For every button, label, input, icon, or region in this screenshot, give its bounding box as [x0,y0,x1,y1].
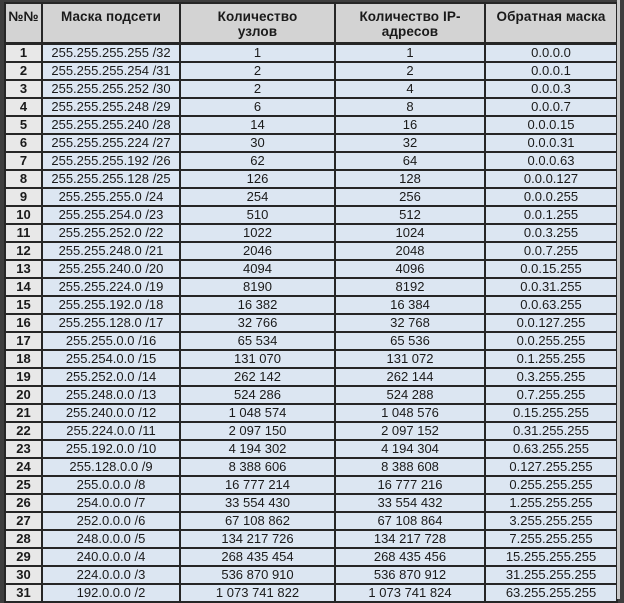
host-count-cell: 1 048 574 [180,404,335,422]
host-count-cell: 14 [180,116,335,134]
wildcard-mask-cell: 0.0.0.15 [485,116,617,134]
subnet-table-body [5,44,617,603]
host-count-cell: 126 [180,170,335,188]
row-number-cell: 11 [5,224,42,242]
wildcard-mask-cell: 31.255.255.255 [485,566,617,584]
host-count-cell: 268 435 454 [180,548,335,566]
wildcard-mask-cell: 0.0.127.255 [485,314,617,332]
table-row [5,566,617,584]
table-row [5,116,617,134]
row-number-cell: 12 [5,242,42,260]
wildcard-mask-cell: 0.0.0.127 [485,170,617,188]
row-number-cell: 2 [5,62,42,80]
table-row [5,44,617,63]
table-row [5,404,617,422]
ip-count-cell: 268 435 456 [335,548,485,566]
wildcard-mask-cell: 0.0.0.255 [485,188,617,206]
subnet-mask-cell: 255.255.255.224 /27 [42,134,180,152]
host-count-cell: 6 [180,98,335,116]
ip-count-cell: 256 [335,188,485,206]
table-row [5,332,617,350]
wildcard-mask-cell: 0.0.0.63 [485,152,617,170]
subnet-mask-cell: 255.255.255.192 /26 [42,152,180,170]
col-header-ip-count-line2: адресов [381,24,439,39]
table-row [5,188,617,206]
ip-count-cell: 16 384 [335,296,485,314]
ip-count-cell: 33 554 432 [335,494,485,512]
subnet-mask-cell: 255.255.0.0 /16 [42,332,180,350]
subnet-mask-cell: 255.255.254.0 /23 [42,206,180,224]
col-header-ip-count-line1: Количество IP- [359,9,461,24]
subnet-mask-cell: 255.255.248.0 /21 [42,242,180,260]
ip-count-cell: 67 108 864 [335,512,485,530]
col-header-subnet-mask [42,3,180,44]
host-count-cell: 4094 [180,260,335,278]
col-header-host-count [180,3,335,44]
host-count-cell: 262 142 [180,368,335,386]
subnet-mask-cell: 255.255.224.0 /19 [42,278,180,296]
subnet-mask-cell: 255.254.0.0 /15 [42,350,180,368]
subnet-mask-cell: 192.0.0.0 /2 [42,584,180,602]
col-header-ip-count [335,3,485,44]
row-number-cell: 14 [5,278,42,296]
ip-count-cell: 32 [335,134,485,152]
ip-count-cell: 536 870 912 [335,566,485,584]
host-count-cell: 4 194 302 [180,440,335,458]
row-number-cell: 18 [5,350,42,368]
ip-count-cell: 2 097 152 [335,422,485,440]
host-count-cell: 33 554 430 [180,494,335,512]
host-count-cell: 2046 [180,242,335,260]
table-row [5,314,617,332]
ip-count-cell: 8 388 608 [335,458,485,476]
ip-count-cell: 262 144 [335,368,485,386]
ip-count-cell: 131 072 [335,350,485,368]
table-row [5,422,617,440]
right-edge-sliver [617,0,620,599]
row-number-cell: 21 [5,404,42,422]
table-row [5,296,617,314]
table-row [5,548,617,566]
table-row [5,170,617,188]
ip-count-cell: 16 777 216 [335,476,485,494]
subnet-mask-table [4,2,618,603]
host-count-cell: 8190 [180,278,335,296]
ip-count-cell: 2 [335,62,485,80]
ip-count-cell: 512 [335,206,485,224]
table-row [5,494,617,512]
subnet-mask-cell: 255.255.252.0 /22 [42,224,180,242]
ip-count-cell: 134 217 728 [335,530,485,548]
host-count-cell: 65 534 [180,332,335,350]
host-count-cell: 30 [180,134,335,152]
row-number-cell: 6 [5,134,42,152]
table-row [5,62,617,80]
host-count-cell: 536 870 910 [180,566,335,584]
row-number-cell: 29 [5,548,42,566]
host-count-cell: 524 286 [180,386,335,404]
wildcard-mask-cell: 0.63.255.255 [485,440,617,458]
table-row [5,530,617,548]
subnet-mask-cell: 224.0.0.0 /3 [42,566,180,584]
row-number-cell: 8 [5,170,42,188]
subnet-mask-cell: 255.255.255.248 /29 [42,98,180,116]
subnet-mask-cell: 248.0.0.0 /5 [42,530,180,548]
subnet-mask-cell: 255.255.255.255 /32 [42,44,180,63]
wildcard-mask-cell: 63.255.255.255 [485,584,617,602]
ip-count-cell: 128 [335,170,485,188]
subnet-mask-cell: 255.248.0.0 /13 [42,386,180,404]
subnet-mask-cell: 240.0.0.0 /4 [42,548,180,566]
ip-count-cell: 4 194 304 [335,440,485,458]
wildcard-mask-cell: 0.0.255.255 [485,332,617,350]
table-row [5,152,617,170]
table-row [5,206,617,224]
subnet-mask-cell: 255.240.0.0 /12 [42,404,180,422]
host-count-cell: 16 382 [180,296,335,314]
table-row [5,458,617,476]
wildcard-mask-cell: 0.0.0.1 [485,62,617,80]
table-row [5,350,617,368]
wildcard-mask-cell: 0.255.255.255 [485,476,617,494]
subnet-mask-cell: 255.192.0.0 /10 [42,440,180,458]
ip-count-cell: 32 768 [335,314,485,332]
host-count-cell: 1 [180,44,335,63]
row-number-cell: 9 [5,188,42,206]
ip-count-cell: 16 [335,116,485,134]
host-count-cell: 67 108 862 [180,512,335,530]
wildcard-mask-cell: 0.0.3.255 [485,224,617,242]
table-row [5,368,617,386]
wildcard-mask-cell: 0.0.0.3 [485,80,617,98]
host-count-cell: 134 217 726 [180,530,335,548]
row-number-cell: 15 [5,296,42,314]
ip-count-cell: 8 [335,98,485,116]
table-row [5,512,617,530]
subnet-mask-cell: 255.252.0.0 /14 [42,368,180,386]
wildcard-mask-cell: 0.1.255.255 [485,350,617,368]
ip-count-cell: 64 [335,152,485,170]
wildcard-mask-cell: 0.0.15.255 [485,260,617,278]
row-number-cell: 3 [5,80,42,98]
wildcard-mask-cell: 0.0.1.255 [485,206,617,224]
wildcard-mask-cell: 0.15.255.255 [485,404,617,422]
ip-count-cell: 4 [335,80,485,98]
host-count-cell: 1022 [180,224,335,242]
row-number-cell: 16 [5,314,42,332]
row-number-cell: 13 [5,260,42,278]
subnet-mask-cell: 255.255.255.254 /31 [42,62,180,80]
row-number-cell: 28 [5,530,42,548]
table-row [5,386,617,404]
table-row [5,98,617,116]
row-number-cell: 1 [5,44,42,63]
ip-count-cell: 1 073 741 824 [335,584,485,602]
host-count-cell: 32 766 [180,314,335,332]
header-row [5,3,617,44]
host-count-cell: 62 [180,152,335,170]
col-header-wildcard-mask [485,3,617,44]
row-number-cell: 10 [5,206,42,224]
table-row [5,584,617,602]
host-count-cell: 8 388 606 [180,458,335,476]
row-number-cell: 27 [5,512,42,530]
subnet-mask-cell: 252.0.0.0 /6 [42,512,180,530]
host-count-cell: 2 097 150 [180,422,335,440]
subnet-mask-cell: 255.255.128.0 /17 [42,314,180,332]
host-count-cell: 1 073 741 822 [180,584,335,602]
subnet-mask-cell: 255.128.0.0 /9 [42,458,180,476]
ip-count-cell: 1 [335,44,485,63]
ip-count-cell: 1 048 576 [335,404,485,422]
ip-count-cell: 8192 [335,278,485,296]
wildcard-mask-cell: 0.0.7.255 [485,242,617,260]
col-header-wildcard-mask-line1: Обратная маска [496,9,606,24]
subnet-mask-cell: 255.0.0.0 /8 [42,476,180,494]
wildcard-mask-cell: 1.255.255.255 [485,494,617,512]
subnet-mask-cell: 255.224.0.0 /11 [42,422,180,440]
row-number-cell: 7 [5,152,42,170]
wildcard-mask-cell: 0.3.255.255 [485,368,617,386]
ip-count-cell: 65 536 [335,332,485,350]
subnet-mask-cell: 255.255.255.252 /30 [42,80,180,98]
table-row [5,440,617,458]
wildcard-mask-cell: 0.0.0.31 [485,134,617,152]
wildcard-mask-cell: 0.31.255.255 [485,422,617,440]
wildcard-mask-cell: 7.255.255.255 [485,530,617,548]
ip-count-cell: 2048 [335,242,485,260]
col-header-number [5,3,42,44]
subnet-mask-cell: 255.255.192.0 /18 [42,296,180,314]
wildcard-mask-cell: 0.0.63.255 [485,296,617,314]
wildcard-mask-cell: 15.255.255.255 [485,548,617,566]
col-header-host-count-line2: узлов [237,24,278,39]
table-row [5,476,617,494]
col-header-host-count-line1: Количество [217,9,298,24]
subnet-mask-cell: 255.255.255.0 /24 [42,188,180,206]
row-number-cell: 22 [5,422,42,440]
table-row [5,224,617,242]
subnet-mask-cell: 255.255.240.0 /20 [42,260,180,278]
host-count-cell: 254 [180,188,335,206]
host-count-cell: 510 [180,206,335,224]
table-row [5,242,617,260]
host-count-cell: 2 [180,80,335,98]
wildcard-mask-cell: 0.0.0.0 [485,44,617,63]
row-number-cell: 23 [5,440,42,458]
wildcard-mask-cell: 0.7.255.255 [485,386,617,404]
row-number-cell: 4 [5,98,42,116]
col-header-number-line1: №№ [8,9,39,24]
ip-count-cell: 524 288 [335,386,485,404]
wildcard-mask-cell: 0.0.0.7 [485,98,617,116]
wildcard-mask-cell: 0.0.31.255 [485,278,617,296]
row-number-cell: 25 [5,476,42,494]
row-number-cell: 30 [5,566,42,584]
wildcard-mask-cell: 0.127.255.255 [485,458,617,476]
wildcard-mask-cell: 3.255.255.255 [485,512,617,530]
row-number-cell: 17 [5,332,42,350]
table-row [5,80,617,98]
ip-count-cell: 4096 [335,260,485,278]
host-count-cell: 16 777 214 [180,476,335,494]
ip-count-cell: 1024 [335,224,485,242]
row-number-cell: 26 [5,494,42,512]
row-number-cell: 31 [5,584,42,602]
row-number-cell: 24 [5,458,42,476]
row-number-cell: 20 [5,386,42,404]
col-header-subnet-mask-line1: Маска подсети [60,9,162,24]
table-row [5,134,617,152]
subnet-mask-cell: 255.255.255.240 /28 [42,116,180,134]
subnet-mask-cell: 254.0.0.0 /7 [42,494,180,512]
row-number-cell: 5 [5,116,42,134]
table-row [5,260,617,278]
subnet-mask-table-frame [4,2,616,603]
table-row [5,278,617,296]
row-number-cell: 19 [5,368,42,386]
host-count-cell: 131 070 [180,350,335,368]
host-count-cell: 2 [180,62,335,80]
subnet-mask-cell: 255.255.255.128 /25 [42,170,180,188]
